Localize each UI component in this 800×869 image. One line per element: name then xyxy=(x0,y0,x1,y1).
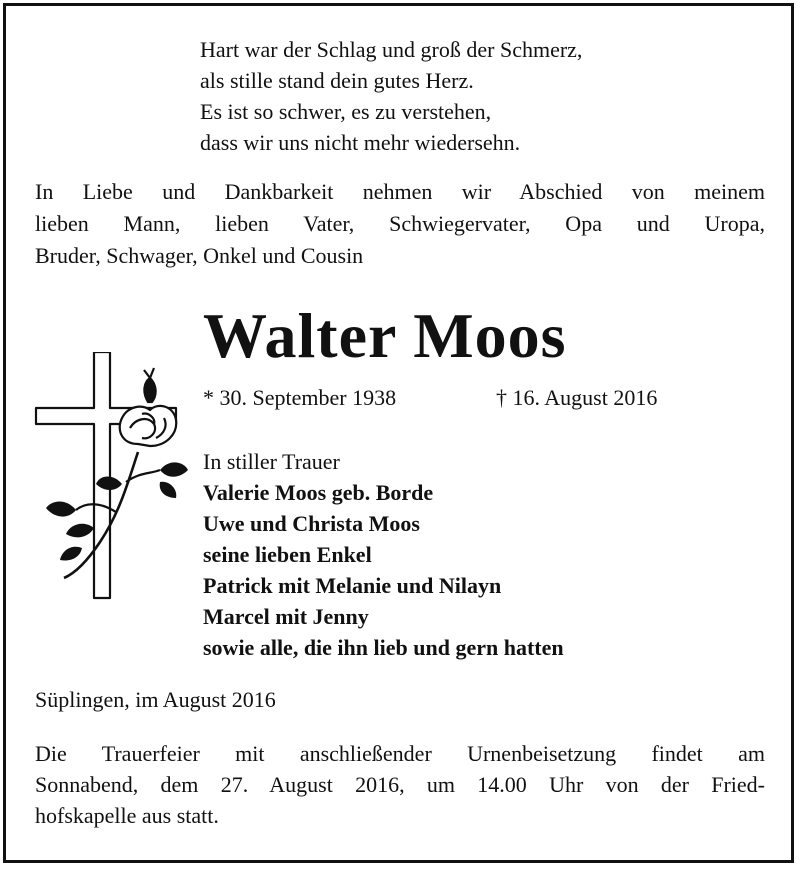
death-date: † 16. August 2016 xyxy=(496,385,658,410)
poem-line: als stille stand dein gutes Herz. xyxy=(200,68,474,93)
intro-line: Bruder, Schwager, Onkel und Cousin xyxy=(35,243,364,268)
deceased-name: Walter Moos xyxy=(203,300,567,371)
mourner-name: Uwe und Christa Moos xyxy=(203,511,420,536)
poem-line: dass wir uns nicht mehr wiedersehn. xyxy=(200,130,521,155)
intro-line: In Liebe und Dankbarkeit nehmen wir Abschied von meinem xyxy=(35,179,765,204)
ceremony-line: hofskapelle aus statt. xyxy=(35,803,219,828)
intro-line: lieben Mann, lieben Vater, Schwiegervater, Opa und Uropa, xyxy=(35,211,765,236)
ceremony-line: Sonnabend, dem 27. August 2016, um 14.00 Uhr von der Fried- xyxy=(35,772,765,797)
poem xyxy=(200,34,582,158)
mourner-name: seine lieben Enkel xyxy=(203,542,372,567)
mourner-name: sowie alle, die ihn lieb und gern hatten xyxy=(203,635,564,660)
mourners-heading: In stiller Trauer xyxy=(203,449,340,474)
intro-text xyxy=(35,176,765,272)
place-date: Süplingen, im August 2016 xyxy=(35,687,276,712)
poem-line: Es ist so schwer, es zu verstehen, xyxy=(200,99,492,124)
birth-date: * 30. September 1938 xyxy=(203,385,397,410)
ceremony-line: Die Trauerfeier mit anschließender Urnenbeisetzung findet am xyxy=(35,741,765,766)
mourner-name: Patrick mit Melanie und Nilayn xyxy=(203,573,502,598)
poem-line: Hart war der Schlag und groß der Schmerz, xyxy=(200,37,583,62)
mourner-name: Valerie Moos geb. Borde xyxy=(203,480,434,505)
mourner-name: Marcel mit Jenny xyxy=(203,604,369,629)
cross-with-rose-icon xyxy=(30,352,190,602)
mourners-block xyxy=(203,446,564,663)
ceremony-text xyxy=(35,738,765,831)
